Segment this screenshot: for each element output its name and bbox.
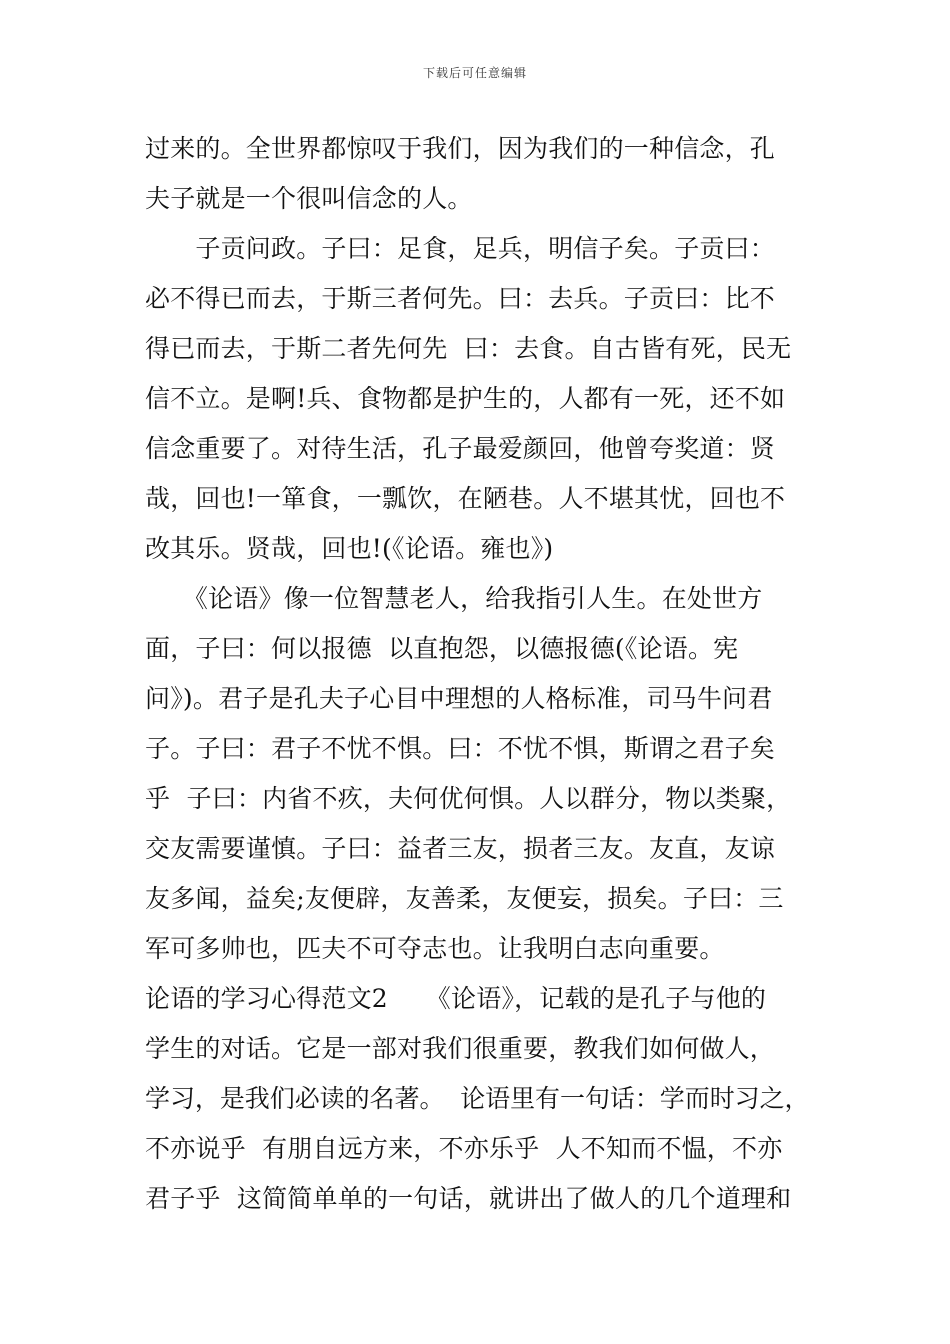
- text-line: 哉，回也!一箪食，一瓢饮，在陋巷。人不堪其忧，回也不: [145, 484, 786, 513]
- text-line: 问》)。君子是孔夫子心目中理想的人格标准，司马牛问君: [145, 684, 773, 713]
- text-line: 信不立。是啊!兵、食物都是护生的，人都有一死，还不如: [145, 384, 786, 413]
- text-line: 夫子就是一个很叫信念的人。: [145, 184, 473, 213]
- text-line: 信念重要了。对待生活，孔子最爱颜回，他曾夸奖道：贤: [145, 434, 776, 463]
- text-line: 不亦说乎 有朋自远方来，不亦乐乎 人不知而不愠，不亦: [145, 1134, 783, 1163]
- text-line: 君子乎 这简简单单的一句话，就讲出了做人的几个道理和: [145, 1184, 792, 1213]
- section-heading-line: 论语的学习心得范文2 《论语》，记载的是孔子与他的: [145, 984, 767, 1013]
- text-line: 子。子曰：君子不忧不惧。曰：不忧不惧，斯谓之君子矣: [145, 734, 776, 763]
- text-line: 学习，是我们必读的名著。 论语里有一句话：学而时习之，: [145, 1084, 810, 1113]
- page-header: 下载后可任意编辑: [422, 66, 527, 80]
- text-line: 得已而去，于斯二者先何先 曰：去食。自古皆有死，民无: [145, 334, 792, 363]
- text-line: 子贡问政。子曰：足食，足兵，明信子矣。子贡曰：: [145, 234, 776, 263]
- text-line: 学生的对话。它是一部对我们很重要，教我们如何做人，: [145, 1034, 776, 1063]
- text-line: 必不得已而去，于斯三者何先。曰：去兵。子贡曰：比不: [145, 284, 776, 313]
- text-line: 面，子曰：何以报德 以直抱怨，以德报德(《论语。宪: [145, 634, 739, 663]
- text-line: 乎 子曰：内省不疚，夫何优何惧。人以群分，物以类聚，: [145, 784, 792, 813]
- text-line: 交友需要谨慎。子曰：益者三友，损者三友。友直，友谅: [145, 834, 776, 863]
- text-line: 过来的。全世界都惊叹于我们，因为我们的一种信念，孔: [145, 134, 776, 163]
- document-body: [145, 124, 810, 1224]
- text-line: 《论语》像一位智慧老人，给我指引人生。在处世方: [145, 584, 763, 613]
- text-line: 军可多帅也，匹夫不可夺志也。让我明白志向重要。: [145, 934, 725, 963]
- text-line: 改其乐。贤哉，回也!(《论语。雍也》): [145, 534, 554, 563]
- text-line: 友多闻，益矣;友便辟，友善柔，友便妄，损矣。子曰：三: [145, 884, 784, 913]
